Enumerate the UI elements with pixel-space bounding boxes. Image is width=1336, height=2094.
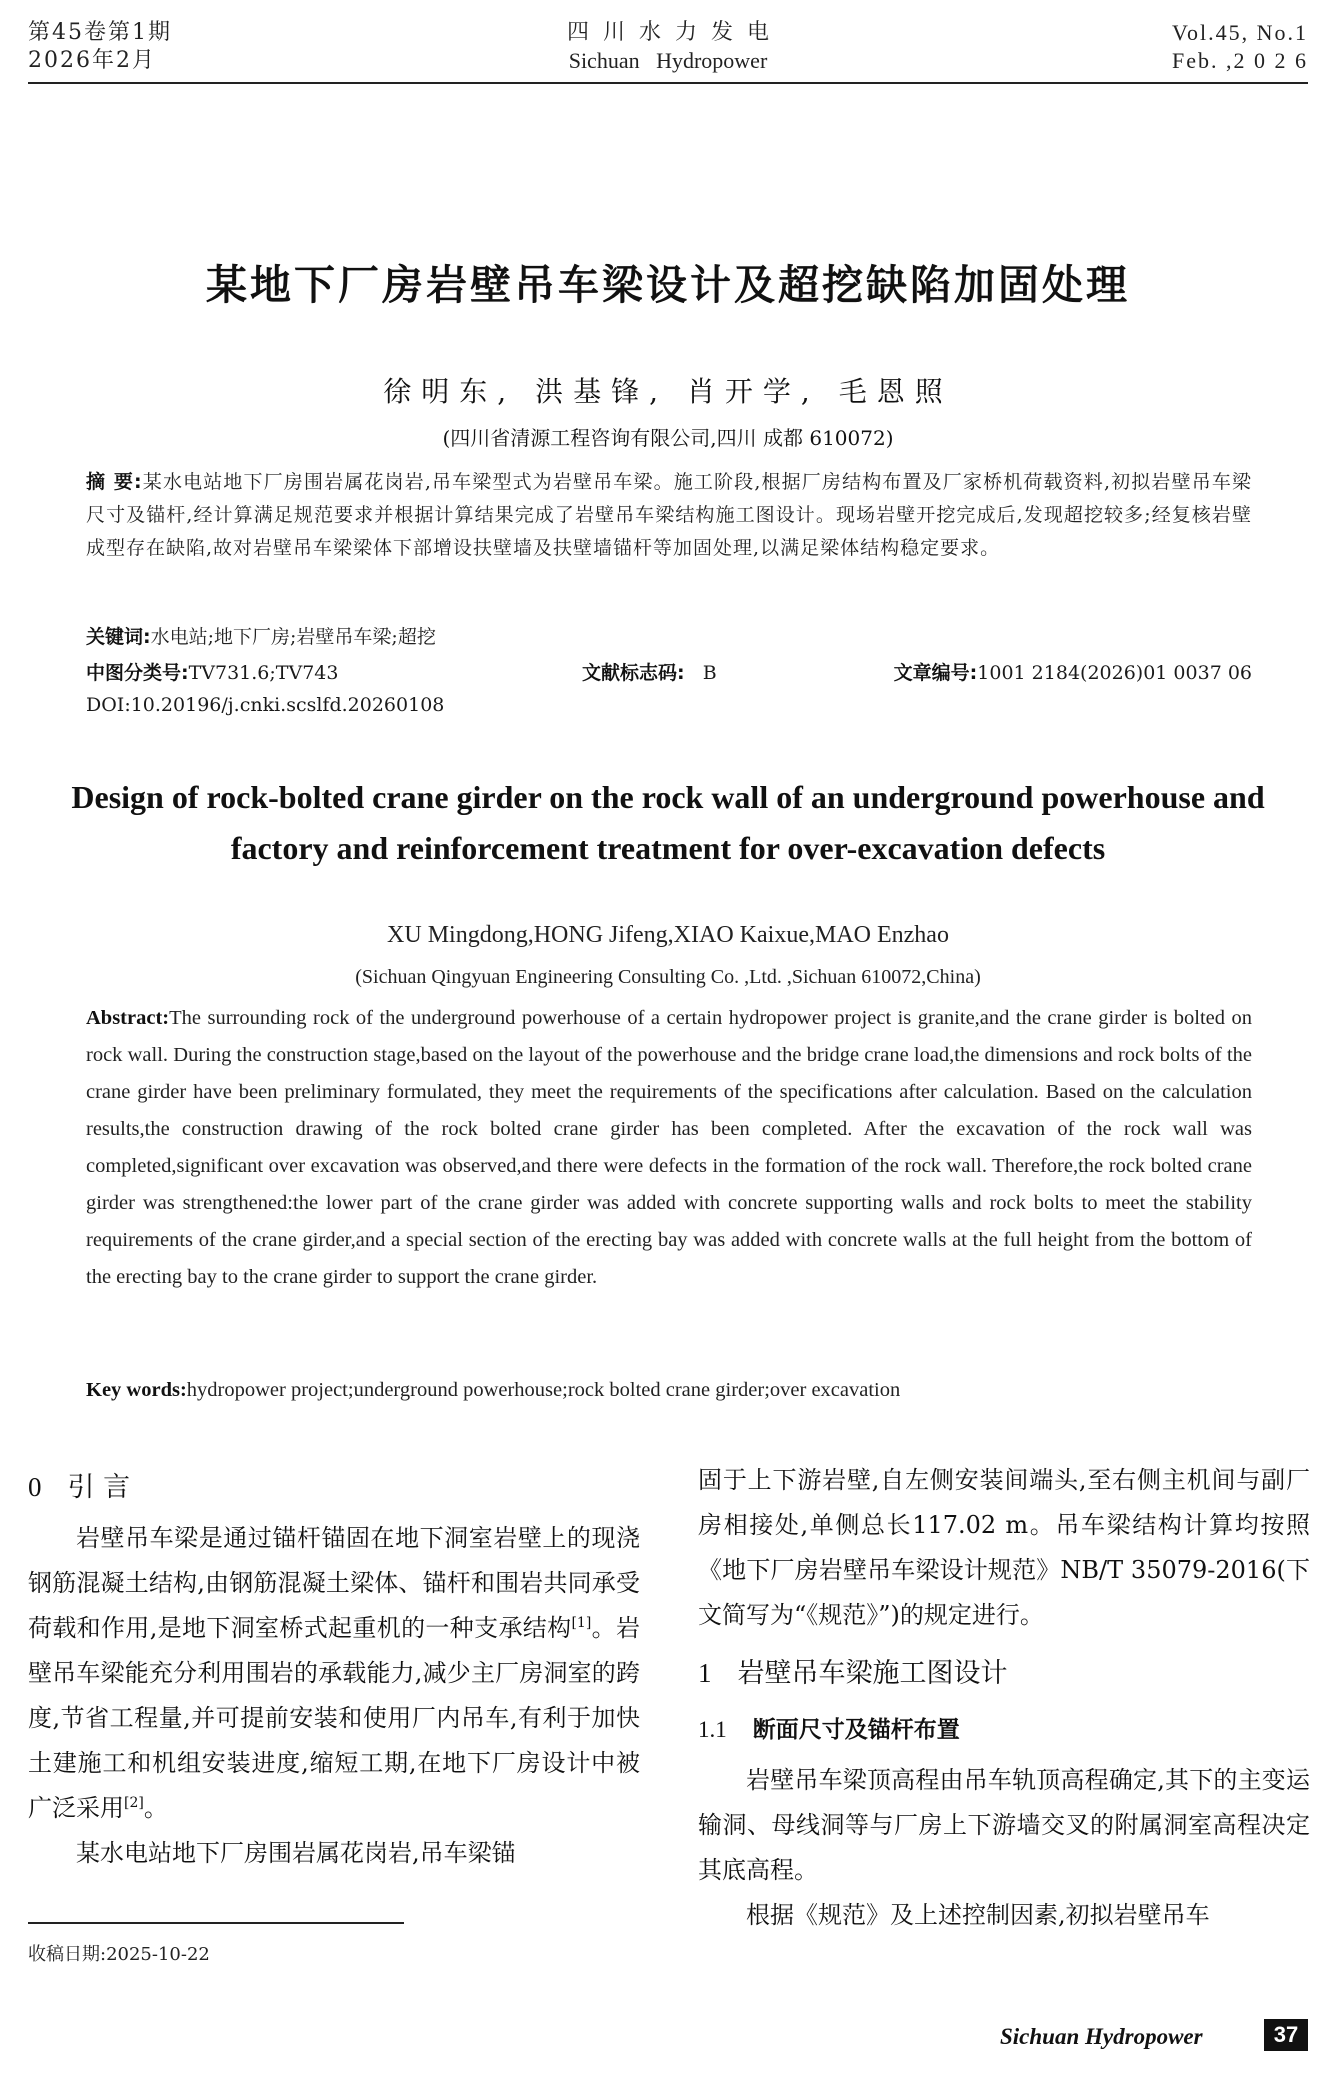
intro-paragraph-2-continued: 固于上下游岩壁,自左侧安装间端头,至右侧主机间与副厂房相接处,单侧总长117.02 m。吊车梁结构计算均按照《地下厂房岩壁吊车梁设计规范》NB/T 35079-2016(下文简写为“《规范》”)的规定进行。 [698, 1466, 1310, 1629]
paper-title-cn: 某地下厂房岩壁吊车梁设计及超挖缺陷加固处理 [206, 261, 1130, 309]
authors-en: XU Mingdong,HONG Jifeng,XIAO Kaixue,MAO Enzhao [387, 922, 949, 948]
page-number: 37 [1264, 2019, 1308, 2051]
subsection-1-1-number: 1.1 [698, 1717, 727, 1742]
abstract-cn-label: 摘 要: [86, 471, 143, 493]
abstract-en-text: The surrounding rock of the underground powerhouse of a certain hydropower project is granite,and the crane girder is bolted on rock wall. During the construction stage,based on the layout of the powerhouse and the bridge crane load,the dimensions and rock bolts of the crane girder have been preliminary formulated, they meet the requirements of the specifications after calculation. Based on the calculation results,the construction drawing of the rock bolted crane girder has been completed. After the excavation of the rock wall was completed,significant over excavation was observed,and there were defects in the formation of the rock wall. Therefore,the rock bolted crane girder was strengthened:the lower part of the crane girder was added with concrete supporting walls and rock bolts to meet the stability requirements of the crane girder,and a special section of the erecting bay was added with concrete walls at the full height from the bottom of the erecting bay to the crane girder to support the crane girder. [86, 1007, 1252, 1288]
header-volume-cn: 第45卷第1期 [28, 20, 172, 45]
footer-journal-name: Sichuan Hydropower [1000, 2024, 1203, 2049]
body-right-column [698, 1458, 1310, 1938]
abstract-cn-text: 某水电站地下厂房围岩属花岗岩,吊车梁型式为岩壁吊车梁。施工阶段,根据厂房结构布置及厂家桥机荷载资料,初拟岩壁吊车梁尺寸及锚杆,经计算满足规范要求并根据计算结果完成了岩壁吊车梁结构施工图设计。现场岩壁开挖完成后,发现超挖较多;经复核岩壁成型存在缺陷,故对岩壁吊车梁梁体下部增设扶壁墙及扶壁墙锚杆等加固处理,以满足梁体结构稳定要求。 [86, 471, 1253, 559]
affiliation-en: (Sichuan Qingyuan Engineering Consulting Co. ,Ltd. ,Sichuan 610072,China) [355, 966, 981, 988]
keywords-en [86, 1372, 1252, 1409]
keywords-en-text: hydropower project;underground powerhouse;rock bolted crane girder;over excavation [186, 1379, 901, 1401]
paper-title-en: Design of rock-bolted crane girder on the rock wall of an underground powerhouse and factory and reinforcement treatment for over-excavation defects [71, 779, 1265, 866]
section-0-heading [28, 1458, 640, 1516]
intro-paragraph-2: 某水电站地下厂房围岩属花岗岩,吊车梁锚 [76, 1839, 516, 1867]
header-date-cn: 2026年2月 [28, 48, 156, 73]
keywords-cn [86, 622, 1252, 652]
citation-1[interactable]: [1] [571, 1615, 592, 1631]
intro-paragraph-1: 岩壁吊车梁是通过锚杆锚固在地下洞室岩壁上的现浇钢筋混凝土结构,由钢筋混凝土梁体、锚杆和围岩共同承受荷载和作用,是地下洞室桥式起重机的一种支承结构[1]。岩壁吊车梁能充分利用围岩的承载能力,减少主厂房洞室的跨度,节省工程量,并可提前安装和使用厂内吊车,有利于加快土建施工和机组安装进度,缩短工期,在地下厂房设计中被广泛采用[2]。 [28, 1524, 640, 1822]
article-number: 文章编号:1001 2184(2026)01 0037 06 [893, 662, 1252, 684]
received-date: 收稿日期:2025-10-22 [28, 1944, 210, 1965]
affiliation-cn: (四川省清源工程咨询有限公司,四川 成都 610072) [442, 426, 894, 450]
doi[interactable]: DOI:10.20196/j.cnki.scslfd.20260108 [86, 694, 445, 716]
header-date-en: Feb. ,2 0 2 6 [1172, 48, 1308, 73]
authors-cn: 徐明东, 洪基锋, 肖开学, 毛恩照 [383, 375, 953, 408]
keywords-en-label: Key words: [86, 1379, 187, 1401]
clc-code: 中图分类号:TV731.6;TV743 [86, 662, 339, 684]
section-1-title: 岩壁吊车梁施工图设计 [737, 1658, 1008, 1689]
section-1-1-paragraph-1: 岩壁吊车梁顶高程由吊车轨顶高程确定,其下的主变运输洞、母线洞等与厂房上下游墙交叉的附属洞室高程决定其底高程。 [698, 1766, 1310, 1884]
section-1-1-paragraph-2: 根据《规范》及上述控制因素,初拟岩壁吊车 [746, 1901, 1210, 1929]
header-journal-en: Sichuan Hydropower [568, 48, 768, 73]
body-left-column [28, 1458, 640, 1876]
footnote-rule [28, 1922, 404, 1924]
abstract-en-label: Abstract: [86, 1007, 170, 1029]
subsection-1-1-heading [698, 1702, 1310, 1758]
section-0-title: 引 言 [67, 1472, 131, 1503]
section-1-number: 1 [698, 1658, 712, 1688]
citation-2[interactable]: [2] [124, 1795, 144, 1811]
header-rule [28, 82, 1308, 84]
classification-row [86, 658, 1252, 688]
document-code: 文献标志码: B [582, 662, 717, 684]
keywords-cn-label: 关键词: [86, 626, 151, 648]
keywords-cn-text: 水电站;地下厂房;岩壁吊车梁;超挖 [150, 626, 436, 648]
abstract-cn [86, 466, 1252, 565]
section-1-heading [698, 1644, 1310, 1702]
header-journal-cn: 四 川 水 力 发 电 [567, 20, 769, 45]
section-0-number: 0 [28, 1472, 42, 1502]
subsection-1-1-title: 断面尺寸及锚杆布置 [752, 1717, 960, 1743]
header-volume-en: Vol.45, No.1 [1171, 20, 1308, 45]
abstract-en [86, 1000, 1252, 1296]
